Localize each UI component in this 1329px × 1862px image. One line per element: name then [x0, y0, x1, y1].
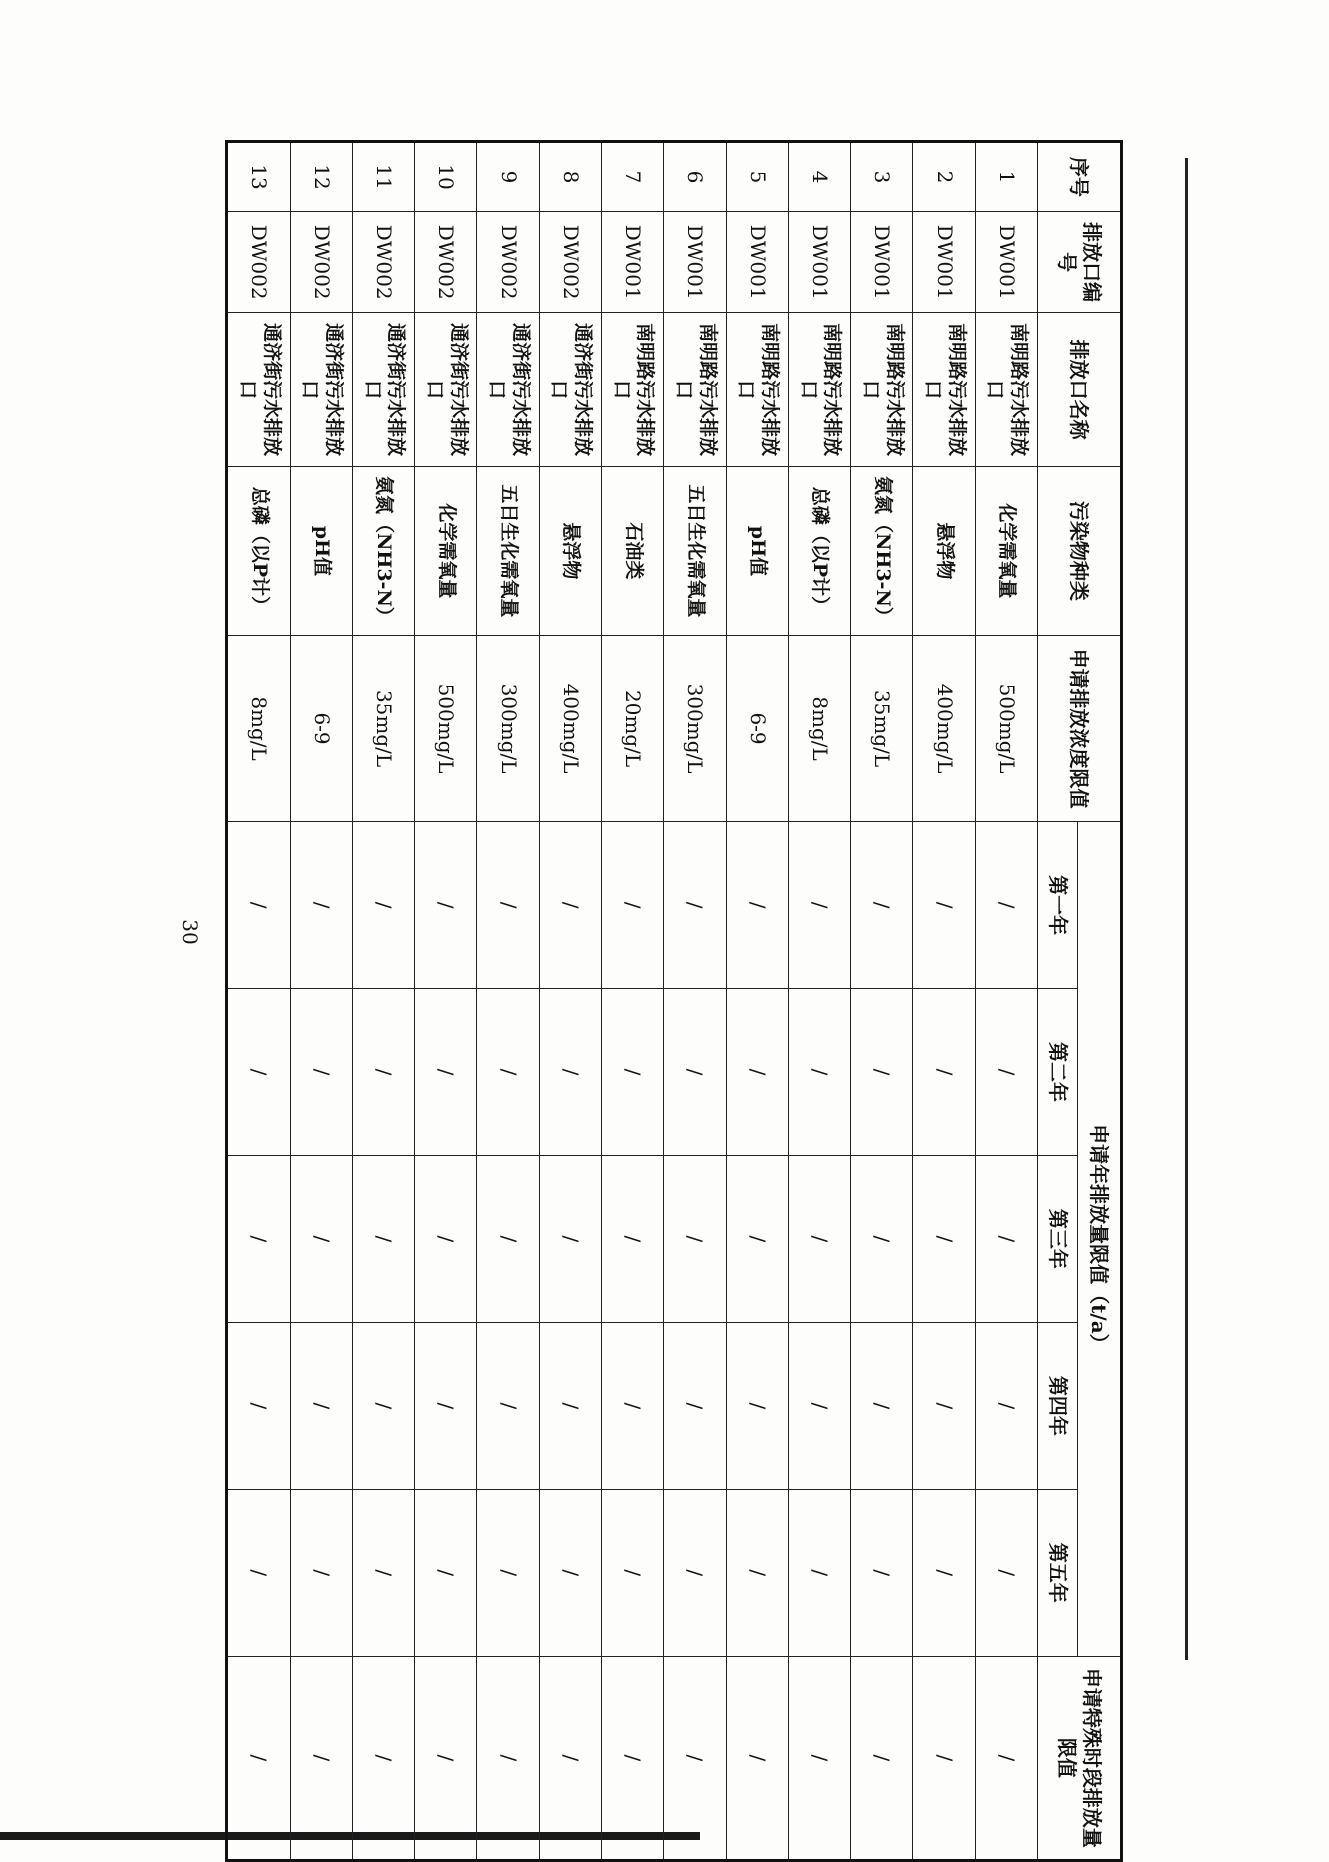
cell-year-1: / — [851, 822, 913, 989]
cell-year-5: / — [227, 1489, 291, 1656]
cell-year-3: / — [227, 1155, 291, 1322]
table-row — [602, 142, 664, 1861]
cell-special: / — [415, 1656, 477, 1860]
cell-outlet-name: 南明路污水排放口 — [726, 313, 788, 466]
cell-pollutant: 悬浮物 — [913, 466, 975, 635]
cell-pollutant: 化学需氧量 — [975, 466, 1037, 635]
cell-concentration: 300mg/L — [477, 636, 539, 822]
cell-pollutant: 悬浮物 — [539, 466, 601, 635]
cell-year-3: / — [352, 1155, 414, 1322]
cell-seq: 9 — [477, 142, 539, 212]
cell-year-1: / — [477, 822, 539, 989]
cell-year-5: / — [664, 1489, 726, 1656]
cell-year-5: / — [602, 1489, 664, 1656]
table-row — [788, 142, 850, 1861]
header-row-1 — [1078, 142, 1122, 1861]
cell-year-2: / — [539, 989, 601, 1156]
cell-outlet-name: 南明路污水排放口 — [851, 313, 913, 466]
header-year-1: 第一年 — [1038, 822, 1078, 989]
cell-seq: 12 — [290, 142, 352, 212]
cell-outlet-name: 南明路污水排放口 — [913, 313, 975, 466]
cell-seq: 3 — [851, 142, 913, 212]
cell-special: / — [788, 1656, 850, 1860]
cell-outlet-name: 南明路污水排放口 — [788, 313, 850, 466]
cell-year-1: / — [290, 822, 352, 989]
header-seq: 序号 — [1038, 142, 1122, 212]
cell-seq: 4 — [788, 142, 850, 212]
cell-outlet-name: 通济街污水排放口 — [539, 313, 601, 466]
cell-seq: 7 — [602, 142, 664, 212]
table-row — [975, 142, 1037, 1861]
cell-seq: 11 — [352, 142, 414, 212]
cell-outlet-code: DW001 — [851, 211, 913, 313]
cell-year-2: / — [726, 989, 788, 1156]
cell-concentration: 8mg/L — [227, 636, 291, 822]
cell-year-5: / — [913, 1489, 975, 1656]
cell-year-2: / — [788, 989, 850, 1156]
cell-special: / — [851, 1656, 913, 1860]
cell-year-1: / — [227, 822, 291, 989]
cell-outlet-name: 通济街污水排放口 — [290, 313, 352, 466]
cell-special: / — [227, 1656, 291, 1860]
cell-concentration: 400mg/L — [539, 636, 601, 822]
cell-year-2: / — [602, 989, 664, 1156]
cell-year-2: / — [851, 989, 913, 1156]
cell-special: / — [602, 1656, 664, 1860]
header-pollutant: 污染物种类 — [1038, 466, 1122, 635]
header-outlet-name: 排放口名称 — [1038, 313, 1122, 466]
cell-year-3: / — [913, 1155, 975, 1322]
cell-outlet-code: DW001 — [975, 211, 1037, 313]
cell-year-5: / — [352, 1489, 414, 1656]
cell-pollutant: 五日生化需氧量 — [477, 466, 539, 635]
header-year-5: 第五年 — [1038, 1489, 1078, 1656]
cell-year-5: / — [539, 1489, 601, 1656]
cell-outlet-code: DW001 — [602, 211, 664, 313]
cell-year-2: / — [664, 989, 726, 1156]
cell-special: / — [290, 1656, 352, 1860]
table-row — [851, 142, 913, 1861]
table-row — [664, 142, 726, 1861]
cell-year-2: / — [227, 989, 291, 1156]
cell-year-1: / — [975, 822, 1037, 989]
table-body — [227, 142, 1038, 1861]
cell-outlet-code: DW002 — [477, 211, 539, 313]
cell-year-4: / — [415, 1322, 477, 1489]
table-row — [477, 142, 539, 1861]
cell-concentration: 20mg/L — [602, 636, 664, 822]
cell-outlet-code: DW002 — [227, 211, 291, 313]
cell-year-4: / — [477, 1322, 539, 1489]
cell-pollutant: 总磷（以P计） — [227, 466, 291, 635]
cell-pollutant: 五日生化需氧量 — [664, 466, 726, 635]
cell-year-1: / — [415, 822, 477, 989]
cell-year-3: / — [415, 1155, 477, 1322]
cell-year-4: / — [227, 1322, 291, 1489]
cell-concentration: 6-9 — [726, 636, 788, 822]
cell-pollutant: 总磷（以P计） — [788, 466, 850, 635]
cell-seq: 5 — [726, 142, 788, 212]
cell-seq: 1 — [975, 142, 1037, 212]
cell-seq: 2 — [913, 142, 975, 212]
cell-concentration: 35mg/L — [851, 636, 913, 822]
cell-outlet-code: DW002 — [290, 211, 352, 313]
cell-year-1: / — [664, 822, 726, 989]
cell-outlet-name: 通济街污水排放口 — [227, 313, 291, 466]
cell-year-1: / — [913, 822, 975, 989]
cell-year-4: / — [726, 1322, 788, 1489]
cell-concentration: 6-9 — [290, 636, 352, 822]
cell-outlet-name: 南明路污水排放口 — [975, 313, 1037, 466]
table-row — [913, 142, 975, 1861]
cell-special: / — [539, 1656, 601, 1860]
cell-outlet-code: DW001 — [664, 211, 726, 313]
cell-outlet-code: DW001 — [913, 211, 975, 313]
cell-outlet-code: DW001 — [788, 211, 850, 313]
cell-year-3: / — [726, 1155, 788, 1322]
page-number: 30 — [178, 919, 202, 945]
cell-pollutant: pH值 — [290, 466, 352, 635]
header-annual-group: 申请年排放量限值（t/a） — [1078, 822, 1122, 1657]
cell-year-5: / — [290, 1489, 352, 1656]
cell-special: / — [726, 1656, 788, 1860]
cell-year-5: / — [477, 1489, 539, 1656]
header-year-3: 第三年 — [1038, 1155, 1078, 1322]
header-special: 申请特殊时段排放量限值 — [1038, 1656, 1122, 1860]
header-year-2: 第二年 — [1038, 989, 1078, 1156]
cell-outlet-name: 通济街污水排放口 — [415, 313, 477, 466]
cell-special: / — [913, 1656, 975, 1860]
cell-concentration: 300mg/L — [664, 636, 726, 822]
cell-pollutant: 氨氮（NH3-N） — [352, 466, 414, 635]
cell-year-3: / — [602, 1155, 664, 1322]
table-row — [290, 142, 352, 1861]
cell-year-4: / — [851, 1322, 913, 1489]
cell-year-3: / — [975, 1155, 1037, 1322]
header-outlet-code: 排放口编号 — [1038, 211, 1122, 313]
cell-special: / — [477, 1656, 539, 1860]
cell-year-5: / — [788, 1489, 850, 1656]
cell-year-1: / — [726, 822, 788, 989]
cell-concentration: 8mg/L — [788, 636, 850, 822]
cell-outlet-code: DW001 — [726, 211, 788, 313]
cell-year-4: / — [788, 1322, 850, 1489]
cell-outlet-name: 南明路污水排放口 — [602, 313, 664, 466]
cell-year-1: / — [539, 822, 601, 989]
cell-year-5: / — [975, 1489, 1037, 1656]
table-row — [227, 142, 291, 1861]
cell-year-2: / — [913, 989, 975, 1156]
cell-pollutant: pH值 — [726, 466, 788, 635]
cell-outlet-name: 通济街污水排放口 — [352, 313, 414, 466]
cell-year-4: / — [975, 1322, 1037, 1489]
cell-outlet-name: 通济街污水排放口 — [477, 313, 539, 466]
rotated-table-wrapper — [225, 140, 1123, 1862]
cell-seq: 10 — [415, 142, 477, 212]
cell-outlet-code: DW002 — [352, 211, 414, 313]
cell-pollutant: 化学需氧量 — [415, 466, 477, 635]
cell-special: / — [664, 1656, 726, 1860]
cell-year-2: / — [975, 989, 1037, 1156]
cell-year-1: / — [788, 822, 850, 989]
cell-concentration: 500mg/L — [415, 636, 477, 822]
table-row — [726, 142, 788, 1861]
cell-concentration: 35mg/L — [352, 636, 414, 822]
cell-seq: 13 — [227, 142, 291, 212]
cell-special: / — [352, 1656, 414, 1860]
cell-concentration: 400mg/L — [913, 636, 975, 822]
cell-year-2: / — [415, 989, 477, 1156]
table-row — [415, 142, 477, 1861]
cell-year-2: / — [477, 989, 539, 1156]
cell-year-5: / — [415, 1489, 477, 1656]
cell-outlet-code: DW002 — [539, 211, 601, 313]
cell-year-4: / — [352, 1322, 414, 1489]
cell-outlet-code: DW002 — [415, 211, 477, 313]
cell-year-3: / — [664, 1155, 726, 1322]
cell-year-4: / — [539, 1322, 601, 1489]
header-year-4: 第四年 — [1038, 1322, 1078, 1489]
cell-pollutant: 氨氮（NH3-N） — [851, 466, 913, 635]
cell-year-3: / — [851, 1155, 913, 1322]
cell-year-1: / — [352, 822, 414, 989]
cell-concentration: 500mg/L — [975, 636, 1037, 822]
right-margin-rule — [1185, 158, 1188, 1660]
cell-year-5: / — [726, 1489, 788, 1656]
cell-year-3: / — [539, 1155, 601, 1322]
cell-year-3: / — [290, 1155, 352, 1322]
cell-year-4: / — [290, 1322, 352, 1489]
cell-year-4: / — [913, 1322, 975, 1489]
cell-pollutant: 石油类 — [602, 466, 664, 635]
cell-year-4: / — [664, 1322, 726, 1489]
cell-year-3: / — [477, 1155, 539, 1322]
header-concentration: 申请排放浓度限值 — [1038, 636, 1122, 822]
table-row — [352, 142, 414, 1861]
emission-limit-table — [225, 140, 1123, 1862]
cell-outlet-name: 南明路污水排放口 — [664, 313, 726, 466]
cell-year-2: / — [290, 989, 352, 1156]
cell-year-4: / — [602, 1322, 664, 1489]
cell-year-1: / — [602, 822, 664, 989]
cell-seq: 6 — [664, 142, 726, 212]
cell-seq: 8 — [539, 142, 601, 212]
cell-special: / — [975, 1656, 1037, 1860]
table-row — [539, 142, 601, 1861]
cell-year-3: / — [788, 1155, 850, 1322]
cell-year-2: / — [352, 989, 414, 1156]
cell-year-5: / — [851, 1489, 913, 1656]
